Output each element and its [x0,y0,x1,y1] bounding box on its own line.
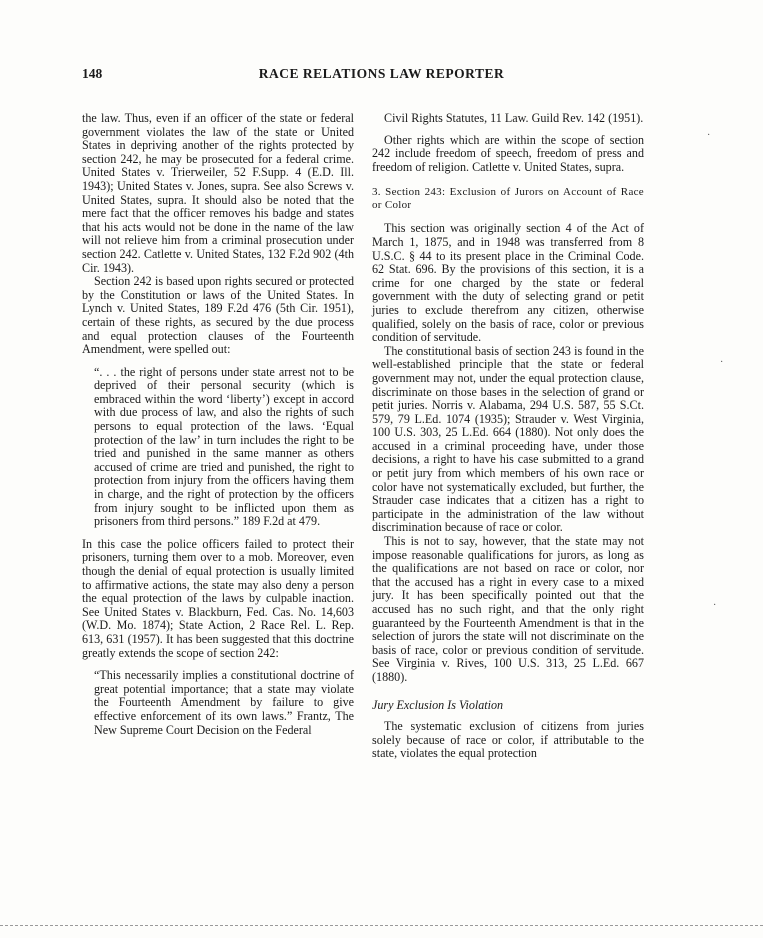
right-paragraph-1: Other rights which are within the scope of section 242 include freedom of speech, freedom of press and freedom of religion. Catlette v. United States, supra. [372,132,644,174]
frantz-quote: “This necessarily implies a constitutional doctrine of great potential importance; that a state may violate the Fourteenth Amendment by failure to give effective enforcement of its own laws.” Frantz, The New Supreme Court Decision on the Federal [94,668,354,737]
scan-speck: · [707,130,711,141]
right-paragraph-5: The systematic exclusion of citizens from juries solely because of race or color, if attributable to the state, violates the equal protection [372,719,644,761]
scan-speck: · [720,357,724,368]
scan-speck: · [713,600,717,611]
left-paragraph-2: Section 242 is based upon rights secured or protected by the Constitution or laws of the United States. In Lynch v. United States, 189 F.2d 476 (5th Cir. 1951), certain of these rights, as secured by the due process and equal protection clauses of the Fourteenth Amendment, were spelled out: [82,274,354,357]
right-paragraph-4: This is not to say, however, that the state may not impose reasonable qualifications for jurors, as long as the qualifications are not based on race or color, nor that the accused has a right in every case to a mixed jury. It has been specifically pointed out that the accused has no such right, and that the only right guaranteed by the Fourteenth Amendment is that in the selection of jurors the state will not discriminate on the basis of race, color or previous condition of servitude. See Virginia v. Rives, 100 U.S. 313, 25 L.Ed. 667 (1880). [372,534,644,684]
left-paragraph-3: In this case the police officers failed to protect their prisoners, turning them over to a mob. Moreover, even though the denial of equal protection is usually limited to affirmative actions, the state may also deny a person the equal protection of the laws by culpable inaction. See United States v. Blackburn, Fed. Cas. No. 14,603 (W.D. Mo. 1874); State Action, 2 Race Rel. L. Rep. 613, 631 (1957). It has been suggested that this doctrine greatly extends the scope of section 242: [82,536,354,660]
page-number: 148 [82,66,103,81]
scan-edge-line [0,925,763,927]
running-head: RACE RELATIONS LAW REPORTER [258,66,505,81]
right-paragraph-2: This section was originally section 4 of the Act of March 1, 1875, and in 1948 was transferred from 8 U.S.C. § 44 to its present place in the Criminal Code. 62 Stat. 696. By the provisions of this section, it is a crime for one charged by the state or federal government with the duty of selecting grand or petit juries to exclude therefrom any citizen, otherwise qualified, solely on the basis of race, color or previous condition of servitude. [372,221,644,345]
section-heading: 3. Section 243: Exclusion of Jurors on Account of Race or Color [372,186,644,212]
left-column [82,112,354,746]
right-paragraph-3: The constitutional basis of section 243 is found in the well-established principle that the state or federal government may not, under the equal protection clause, discriminate on those bases in the selection of grand or petit juries. Norris v. Alabama, 294 U.S. 587, 55 S.Ct. 579, 79 L.Ed. 1074 (1935); Strauder v. West Virginia, 100 U.S. 303, 25 L.Ed. 664 (1880). Not only does the accused in a criminal proceeding have, under those decisions, a right to have his case submitted to a grand or petit jury from which members of his own race or color have not systematically excluded, but further, the Strauder case indicates that a citizen has a right to participate in the administration of the law without discrimination because of race or color. [372,343,644,535]
subheading: Jury Exclusion Is Violation [372,697,504,712]
right-column [372,112,644,761]
page-header [82,66,681,84]
frantz-quote-continued: Civil Rights Statutes, 11 Law. Guild Rev. 142 (1951). [384,111,644,125]
left-paragraph-1: the law. Thus, even if an officer of the state or federal government violates the law of the state or United States in depriving another of the rights protected by section 242, he may be prosecuted for a federal crime. United States v. Trierweiler, 52 F.Supp. 4 (E.D. Ill. 1943); United States v. Jones, supra. See also Screws v. United States, supra. It should also be noted that the mere fact that the officer removes his badge and states that his acts would not be done in the name of the law will not relieve him from a criminal prosecution under section 242. Catlette v. United States, 132 F.2d 902 (4th Cir. 1943). [82,111,354,275]
lynch-quote: “. . . the right of persons under state arrest not to be deprived of their personal security (which is embraced within the word ‘liberty’) except in accord with due process of law, and also the rights of such persons to equal protection of the laws. ‘Equal protection of the law’ in turn includes the right to be tried and punished in the same manner as others accused of crime are tried and punished, the right to protection from injury from the officers having them in charge, and the right of protection by the officers from injury sought to be inflicted upon them as prisoners from third persons.” 189 F.2d at 479. [94,364,354,529]
